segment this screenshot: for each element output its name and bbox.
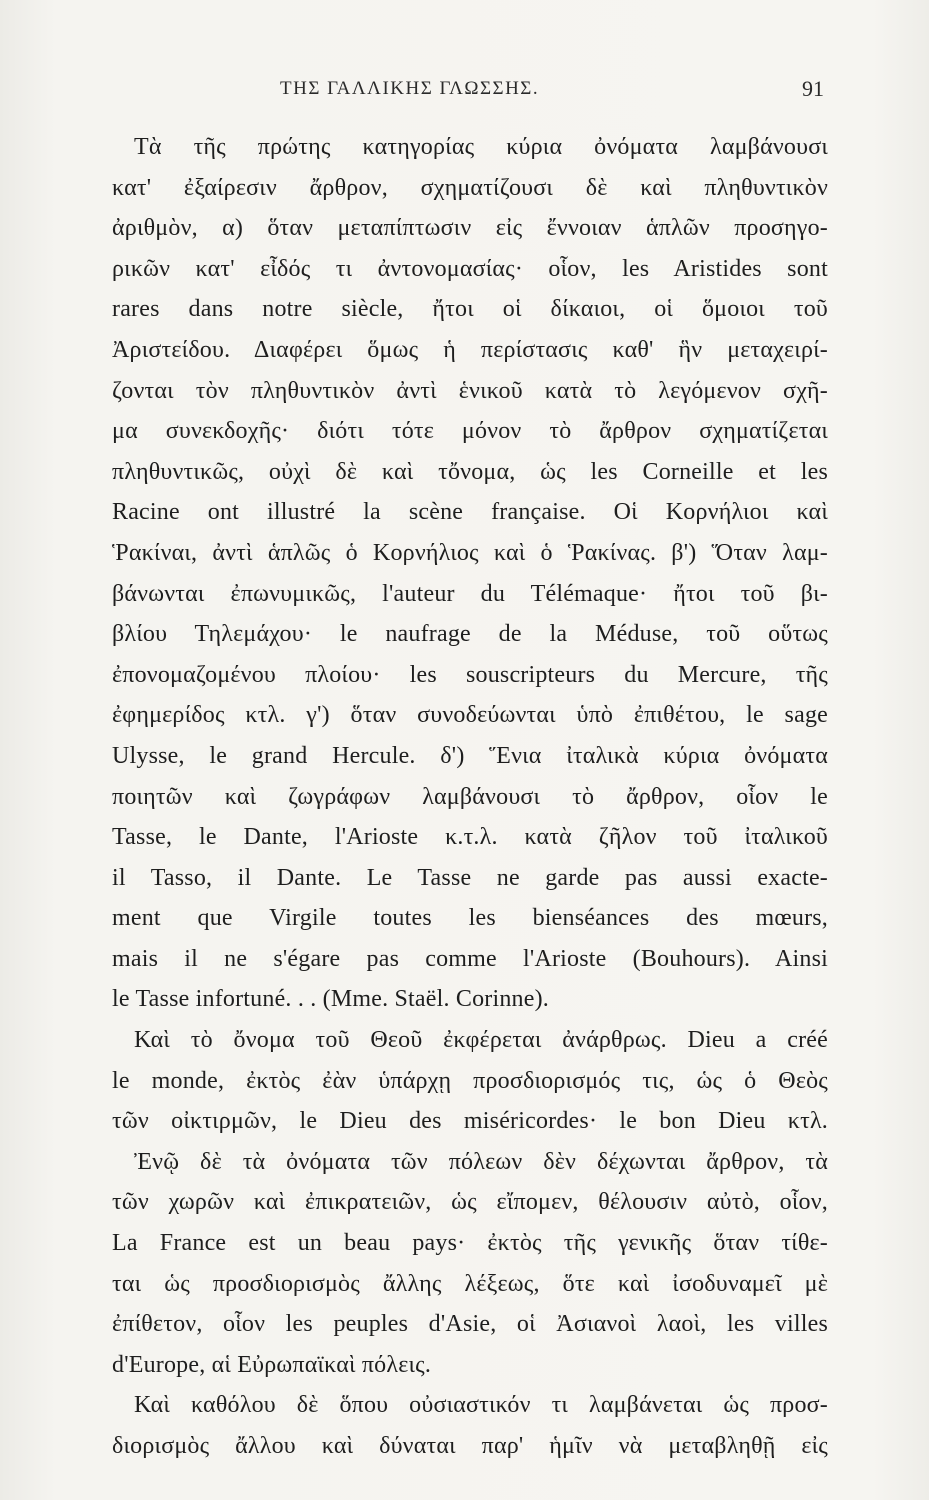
text-line: Καὶ τὸ ὄνομα τοῦ Θεοῦ ἐκφέρεται ἀνάρθρως. Dieu a créé xyxy=(134,1027,828,1054)
text-line: Ulysse, le grand Hercule. δ') Ἕνια ἰταλικὰ κύρια ὀνόματα xyxy=(112,742,828,769)
text-line: le monde, ἐκτὸς ἐὰν ὑπάρχῃ προσδιορισμός τις, ὡς ὁ Θεὸς xyxy=(112,1067,828,1094)
text-line: μα συνεκδοχῆς· διότι τότε μόνον τὸ ἄρθρον σχηματίζεται xyxy=(112,418,828,445)
text-line: ζονται τὸν πληθυντικὸν ἀντὶ ἑνικοῦ κατὰ τὸ λεγόμενον σχῆ- xyxy=(112,377,828,404)
running-title: ΤΗΣ ΓΑΛΛΙΚΗΣ ΓΛΩΣΣΗΣ. xyxy=(280,78,540,99)
text-line: ἐφημερίδος κτλ. γ') ὅταν συνοδεύωνται ὑπὸ ἐπιθέτου, le sage xyxy=(112,702,828,729)
text-line: le Tasse infortuné. . . (Mme. Staël. Corinne). xyxy=(112,986,549,1013)
text-line: Καὶ καθόλου δὲ ὅπου οὐσιαστικόν τι λαμβάνεται ὡς προσ- xyxy=(134,1392,828,1419)
text-line: mais il ne s'égare pas comme l'Arioste (Bouhours). Ainsi xyxy=(112,945,828,972)
text-line: Ἀριστείδου. Διαφέρει ὅμως ἡ περίστασις καθ' ἣν μεταχειρί- xyxy=(112,336,828,363)
body-text xyxy=(112,127,828,1467)
text-line: ποιητῶν καὶ ζωγράφων λαμβάνουσι τὸ ἄρθρον, οἷον le xyxy=(112,783,828,810)
text-line: rares dans notre siècle, ἤτοι οἱ δίκαιοι, οἱ ὅμοιοι τοῦ xyxy=(112,296,828,323)
text-line: ment que Virgile toutes les bienséances des mœurs, xyxy=(112,905,828,932)
text-line: διορισμὸς ἄλλου καὶ δύναται παρ' ἡμῖν νὰ μεταβληθῇ εἰς xyxy=(112,1433,828,1459)
text-line: βλίου Τηλεμάχου· le naufrage de la Méduse, τοῦ οὕτως xyxy=(112,621,828,648)
text-line: Ῥακίναι, ἀντὶ ἁπλῶς ὁ Κορνήλιος καὶ ὁ Ῥακίνας. β') Ὅταν λαμ- xyxy=(112,539,828,566)
text-line: κατ' ἐξαίρεσιν ἄρθρον, σχηματίζουσι δὲ καὶ πληθυντικὸν xyxy=(112,174,828,201)
text-line: Racine ont illustré la scène française. Οἱ Κορνήλιοι καὶ xyxy=(112,499,828,526)
text-line: Tasse, le Dante, l'Arioste κ.τ.λ. κατὰ ζῆλον τοῦ ἰταλικοῦ xyxy=(112,824,828,851)
text-line: τῶν οἰκτιρμῶν, le Dieu des miséricordes· le bon Dieu κτλ. xyxy=(112,1108,828,1135)
text-line: ἐπονομαζομένου πλοίου· les souscripteurs du Mercure, τῆς xyxy=(112,661,828,688)
text-line: τῶν χωρῶν καὶ ἐπικρατειῶν, ὡς εἴπομεν, θέλουσιν αὐτὸ, οἷον, xyxy=(112,1189,828,1216)
page-number: 91 xyxy=(802,76,824,101)
text-line: πληθυντικῶς, οὐχὶ δὲ καὶ τὄνομα, ὡς les Corneille et les xyxy=(112,458,828,485)
text-line: d'Europe, αἱ Εὐρωπαϊκαὶ πόλεις. xyxy=(112,1351,432,1378)
text-line: il Tasso, il Dante. Le Tasse ne garde pas aussi exacte- xyxy=(112,864,828,891)
running-head xyxy=(112,78,824,108)
text-line: ἐπίθετον, οἷον les peuples d'Asie, οἱ Ἀσιανοὶ λαοὶ, les villes xyxy=(112,1311,828,1338)
text-line: ρικῶν κατ' εἶδός τι ἀντονομασίας· οἷον, les Aristides sont xyxy=(112,255,828,282)
text-line: ἀριθμὸν, α) ὅταν μεταπίπτωσιν εἰς ἔννοιαν ἁπλῶν προσηγο- xyxy=(112,215,828,242)
text-line: Ἐνῷ δὲ τὰ ὀνόματα τῶν πόλεων δὲν δέχωνται ἄρθρον, τὰ xyxy=(134,1148,828,1175)
text-line: βάνωνται ἐπωνυμικῶς, l'auteur du Télémaque· ἤτοι τοῦ βι- xyxy=(112,580,828,607)
text-line: La France est un beau pays· ἐκτὸς τῆς γενικῆς ὅταν τίθε- xyxy=(112,1230,828,1257)
text-line: ται ὡς προσδιορισμὸς ἄλλης λέξεως, ὅτε καὶ ἰσοδυναμεῖ μὲ xyxy=(112,1270,828,1297)
text-line: Τὰ τῆς πρώτης κατηγορίας κύρια ὀνόματα λαμβάνουσι xyxy=(134,134,828,160)
